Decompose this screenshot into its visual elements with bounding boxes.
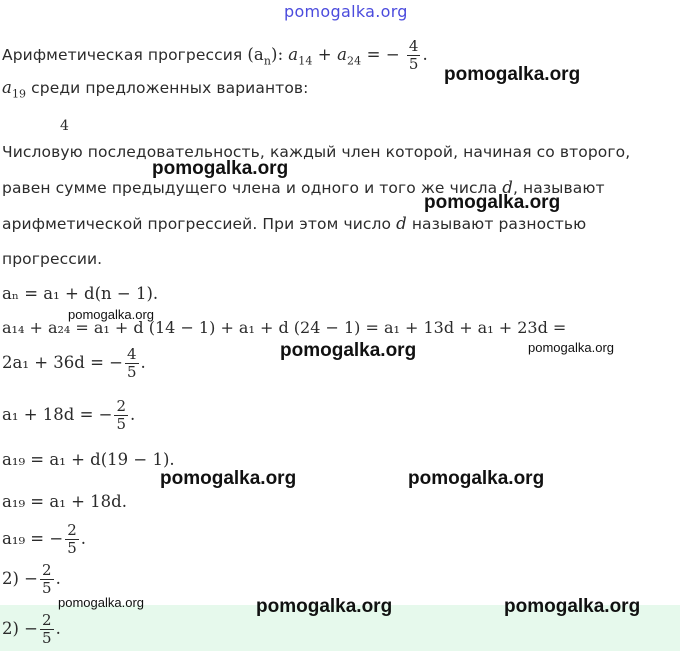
watermark: pomogalka.org xyxy=(58,595,144,610)
expansion-line-2: 2a₁ + 36d = − $\frac{4}{5}$ . xyxy=(2,345,146,381)
top-watermark: pomogalka.org xyxy=(284,2,408,21)
a19-result: a₁₉ = − $\frac{2}{5}$ . xyxy=(2,521,87,557)
general-formula: aₙ = a₁ + d(n − 1). xyxy=(2,284,159,303)
definition-line-4: прогрессии. xyxy=(2,250,103,268)
solution-answer-fraction: $\frac{2}{5}$ xyxy=(42,561,52,597)
a19-formula: a₁₉ = a₁ + d(19 − 1). xyxy=(2,450,175,469)
expansion-line-1: a₁₄ + a₂₄ = a₁ + d (14 − 1) + a₁ + d (24 − 1) = a₁ + 13d + a₁ + 23d = xyxy=(2,318,567,337)
final-answer-fraction: $\frac{2}{5}$ xyxy=(42,611,52,647)
watermark: pomogalka.org xyxy=(280,340,417,361)
final-answer: 2) − $\frac{2}{5}$ . xyxy=(2,611,61,647)
a19-simplified: a₁₉ = a₁ + 18d. xyxy=(2,492,127,511)
definition-line-1: Числовую последовательность, каждый член которой, начиная со второго, xyxy=(2,143,631,161)
problem-question: $a_{19}$ среди предложенных вариантов: xyxy=(2,78,309,101)
watermark: pomogalka.org xyxy=(424,192,561,213)
simplify-fraction: $\frac{2}{5}$ xyxy=(116,397,127,433)
watermark: pomogalka.org xyxy=(68,307,154,322)
stray-digit: 4 xyxy=(60,118,69,134)
a19-fraction: $\frac{2}{5}$ xyxy=(67,521,77,557)
problem-statement: Арифметическая прогрессия $(a_n)$: $a_{14} + a_{24}$ = − $\frac{4}{5}$ . xyxy=(2,37,428,73)
simplify-line: a₁ + 18d = − $\frac{2}{5}$ . xyxy=(2,397,136,433)
watermark: pomogalka.org xyxy=(408,468,545,489)
watermark: pomogalka.org xyxy=(152,158,289,179)
watermark: pomogalka.org xyxy=(160,468,297,489)
definition-line-2: равен сумме предыдущего члена и одного и того же числа d, называют xyxy=(2,178,605,197)
expansion-fraction: $\frac{4}{5}$ xyxy=(126,345,137,381)
watermark: pomogalka.org xyxy=(256,596,393,617)
solution-answer: 2) − $\frac{2}{5}$ . xyxy=(2,561,61,597)
definition-line-3: арифметической прогрессией. При этом число d называют разностью xyxy=(2,214,587,233)
problem-intro: Арифметическая прогрессия xyxy=(2,46,243,64)
watermark: pomogalka.org xyxy=(504,596,641,617)
watermark: pomogalka.org xyxy=(444,64,581,85)
condition-fraction: $\frac{4}{5}$ xyxy=(408,37,419,73)
watermark: pomogalka.org xyxy=(528,340,614,355)
